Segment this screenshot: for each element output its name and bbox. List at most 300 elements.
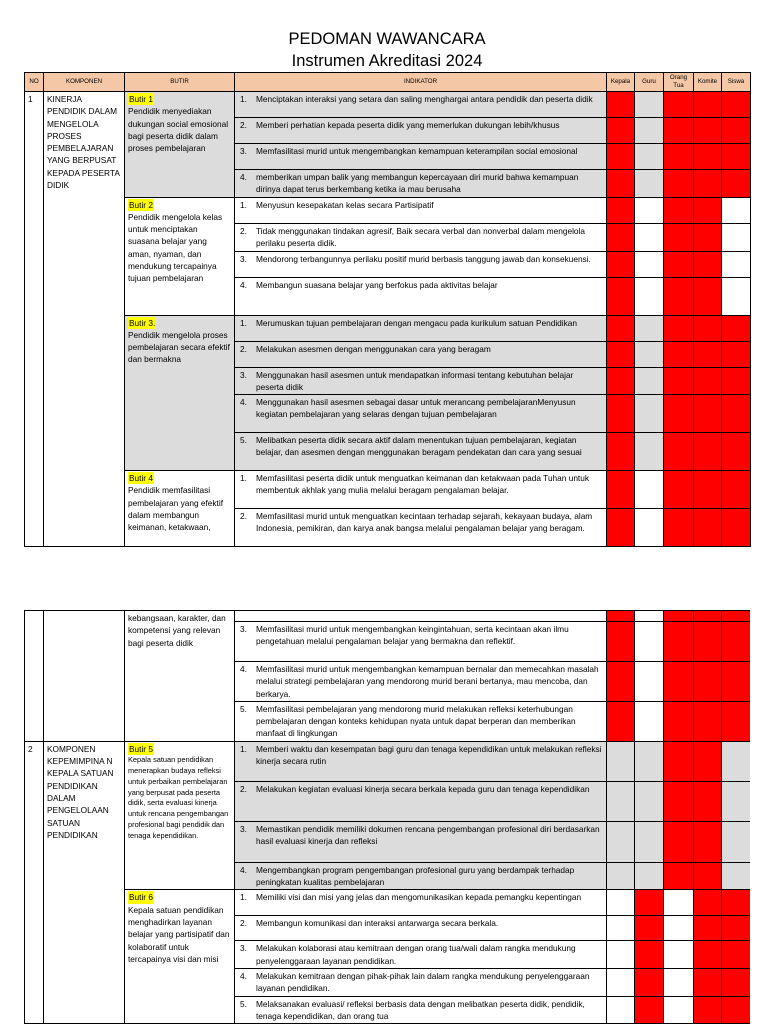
butir-cell bbox=[125, 92, 235, 198]
flag-cell-kepala bbox=[607, 471, 635, 509]
indicator-cell bbox=[235, 223, 607, 251]
butir-cell-continued bbox=[125, 611, 235, 742]
indicator-item bbox=[238, 703, 603, 740]
indicator-text: Memfasilitasi pembelajaran yang mendorong murid melakukan refleksi keterhubungan pembelajaran dengan konteks kehidupan nyata untuk dapat berperan dan memberikan manfaat di lingkungan bbox=[256, 703, 576, 739]
indicator-text: Menyusun kesepakatan kelas secara Partisipatif bbox=[256, 199, 434, 210]
butir-cell bbox=[125, 315, 235, 471]
indicator-number: 2. bbox=[240, 783, 247, 794]
indicator-text: Memberi waktu dan kesempatan bagi guru dan tenaga kependidikan untuk melakukan refleksi kinerja secara rutin bbox=[256, 743, 602, 767]
indicator-number: 4. bbox=[240, 397, 247, 408]
indicator-item bbox=[238, 171, 603, 196]
flag-cell-siswa bbox=[722, 611, 751, 622]
indicator-number: 4. bbox=[240, 664, 247, 674]
flag-cell-komite bbox=[694, 341, 722, 367]
indicator-text: Melakukan asesmen dengan menggunakan cara yang beragam bbox=[256, 343, 491, 354]
flag-cell-guru bbox=[635, 341, 664, 367]
indicator-cell bbox=[235, 741, 607, 781]
indicator-text: Memfasilitasi murid untuk menguatkan kecintaan terhadap sejarah, kekayaan budaya, alam Indonesia, pemikiran, dan karya anak bangsa melalui pengalaman belajar yang beragam. bbox=[256, 511, 593, 534]
indicator-text: Menciptakan interaksi yang setara dan saling menghargai antara pendidik dan peserta didik bbox=[256, 94, 593, 104]
flag-cell-komite bbox=[694, 223, 722, 251]
flag-cell-orang-tua bbox=[664, 821, 694, 862]
table-row bbox=[25, 92, 751, 118]
indicator-text: Mendorong terbangunnya perilaku positif murid berbasis tanggung jawab dan konsekuensi. bbox=[256, 253, 591, 264]
indicator-cell bbox=[235, 471, 607, 509]
indicator-number: 4. bbox=[240, 279, 247, 290]
flag-cell-siswa bbox=[722, 395, 751, 433]
flag-cell-komite bbox=[694, 367, 722, 395]
flag-cell-guru bbox=[635, 367, 664, 395]
flag-cell-orang-tua bbox=[664, 941, 694, 969]
indicator-text: Memiliki visi dan misi yang jelas dan mengomunikasikan kepada pemangku kepentingan bbox=[256, 892, 582, 903]
flag-cell-guru bbox=[635, 509, 664, 547]
flag-cell-komite bbox=[694, 471, 722, 509]
flag-cell-siswa bbox=[722, 118, 751, 144]
flag-cell-orang-tua bbox=[664, 611, 694, 622]
flag-cell-kepala bbox=[607, 118, 635, 144]
butir-heading: Butir 5 bbox=[129, 743, 153, 754]
komponen-name: KOMPONEN KEPEMIMPINA N KEPALA SATUAN PENDIDIKAN DALAM PENGELOLAAN SATUAN PENDIDIKAN bbox=[44, 741, 125, 1023]
indicator-item bbox=[238, 998, 603, 1023]
butir-description: Pendidik memfasilitasi pembelajaran yang efektif dalam membangun keimanan, ketakwaan, bbox=[128, 485, 224, 533]
flag-cell-kepala bbox=[607, 611, 635, 622]
header-komite: Komite bbox=[694, 73, 722, 92]
flag-cell-orang-tua bbox=[664, 509, 694, 547]
indicator-number: 4. bbox=[240, 864, 247, 875]
indicator-number: 1. bbox=[240, 199, 247, 210]
table-header-row bbox=[25, 73, 751, 92]
header-kepala: Kepala bbox=[607, 73, 635, 92]
flag-cell-guru bbox=[635, 197, 664, 223]
flag-cell-komite bbox=[694, 969, 722, 997]
indicator-item bbox=[238, 510, 603, 535]
flag-cell-siswa bbox=[722, 197, 751, 223]
butir-description: Pendidik mengelola kelas untuk menciptakan suasana belajar yang aman, nyaman, dan mendukung tercapainya tujuan pembelajaran bbox=[128, 211, 223, 284]
flag-cell-guru bbox=[635, 315, 664, 341]
indicator-cell bbox=[235, 197, 607, 223]
flag-cell-orang-tua bbox=[664, 395, 694, 433]
flag-cell-komite bbox=[694, 118, 722, 144]
indicator-text: Melaksanakan evaluasi/ refleksi berbasis data dengan melibatkan peserta didik, pendidik, tenaga kependidikan, dan orang tua bbox=[256, 998, 585, 1021]
indicator-cell bbox=[235, 170, 607, 198]
butir-heading: Butir 4 bbox=[129, 473, 153, 484]
flag-cell-orang-tua bbox=[664, 996, 694, 1024]
indicator-text: Tidak menggunakan tindakan agresif, Baik secara verbal dan nonverbal dalam mengelola perilaku peserta didik. bbox=[256, 225, 586, 248]
header-guru: Guru bbox=[635, 73, 664, 92]
flag-cell-orang-tua bbox=[664, 223, 694, 251]
butir-description: Pendidik mengelola proses pembelajaran secara efektif dan bermakna bbox=[128, 329, 230, 365]
page-gap bbox=[0, 584, 768, 604]
flag-cell-guru bbox=[635, 92, 664, 118]
flag-cell-guru bbox=[635, 662, 664, 702]
flag-cell-guru bbox=[635, 170, 664, 198]
flag-cell-kepala bbox=[607, 741, 635, 781]
flag-cell-guru bbox=[635, 941, 664, 969]
flag-cell-kepala bbox=[607, 781, 635, 821]
indicator-number: 1. bbox=[240, 892, 247, 903]
indicator-cell bbox=[235, 969, 607, 997]
indicator-cell bbox=[235, 367, 607, 395]
indicator-item bbox=[238, 743, 603, 768]
flag-cell-siswa bbox=[722, 251, 751, 277]
flag-cell-siswa bbox=[722, 916, 751, 941]
header-no: NO bbox=[25, 73, 44, 92]
indicator-number: 3. bbox=[240, 943, 247, 954]
butir-description: Pendidik menyediakan dukungan social emosional bagi peserta didik dalam proses pembelajaran bbox=[128, 106, 229, 154]
flag-cell-siswa bbox=[722, 941, 751, 969]
komponen-number-continued bbox=[25, 611, 44, 742]
indicator-cell bbox=[235, 277, 607, 315]
indicator-cell bbox=[235, 433, 607, 471]
indicator-item bbox=[238, 343, 603, 355]
flag-cell-komite bbox=[694, 821, 722, 862]
interview-table-page-1 bbox=[24, 72, 751, 547]
indicator-item bbox=[238, 93, 603, 105]
indicator-cell bbox=[235, 662, 607, 702]
indicator-item bbox=[238, 225, 603, 250]
indicator-number: 3. bbox=[240, 253, 247, 264]
flag-cell-siswa bbox=[722, 92, 751, 118]
flag-cell-komite bbox=[694, 781, 722, 821]
indicator-number: 2. bbox=[240, 511, 247, 522]
komponen-name: KINERJA PENDIDIK DALAM MENGELOLA PROSES PEMBELAJARAN YANG BERPUSAT KEPADA PESERTA DIDIK bbox=[44, 92, 125, 547]
flag-cell-siswa bbox=[722, 996, 751, 1024]
flag-cell-orang-tua bbox=[664, 367, 694, 395]
flag-cell-siswa bbox=[722, 170, 751, 198]
flag-cell-kepala bbox=[607, 941, 635, 969]
indicator-cell bbox=[235, 509, 607, 547]
indicator-text: Memberi perhatian kepada peserta didik yang memerlukan dukungan lebih/khusus bbox=[256, 120, 560, 130]
flag-cell-komite bbox=[694, 611, 722, 622]
flag-cell-kepala bbox=[607, 622, 635, 662]
indicator-item bbox=[238, 917, 603, 929]
indicator-cell bbox=[235, 781, 607, 821]
flag-cell-orang-tua bbox=[664, 862, 694, 890]
indicator-item bbox=[238, 864, 603, 889]
indicator-cell bbox=[235, 315, 607, 341]
flag-cell-orang-tua bbox=[664, 916, 694, 941]
indicator-text: Melibatkan peserta didik secara aktif dalam menentukan tujuan pembelajaran, kegiatan belajar, dan asesmen dengan menggunakan beragam pendekatan dan cara yang sesuai bbox=[256, 435, 582, 458]
indicator-text: Menggunakan hasil asesmen untuk mendapatkan informasi tentang kebutuhan belajar peserta didik bbox=[256, 369, 574, 392]
table-row bbox=[25, 315, 751, 341]
document-subtitle: Instrumen Akreditasi 2024 bbox=[291, 52, 483, 70]
flag-cell-kepala bbox=[607, 662, 635, 702]
indicator-cell bbox=[235, 821, 607, 862]
butir-heading: Butir 2 bbox=[129, 199, 153, 210]
flag-cell-guru bbox=[635, 395, 664, 433]
indicator-item bbox=[238, 317, 603, 329]
flag-cell-orang-tua bbox=[664, 701, 694, 741]
flag-cell-kepala bbox=[607, 315, 635, 341]
flag-cell-kepala bbox=[607, 277, 635, 315]
indicator-item bbox=[238, 823, 603, 848]
komponen-number: 1 bbox=[25, 92, 44, 547]
indicator-number: 3. bbox=[240, 823, 247, 834]
flag-cell-guru bbox=[635, 611, 664, 622]
flag-cell-kepala bbox=[607, 433, 635, 471]
indicator-cell bbox=[235, 996, 607, 1024]
flag-cell-kepala bbox=[607, 341, 635, 367]
butir-heading: Butir 3. bbox=[129, 317, 156, 328]
flag-cell-kepala bbox=[607, 969, 635, 997]
flag-cell-komite bbox=[694, 662, 722, 702]
flag-cell-kepala bbox=[607, 223, 635, 251]
flag-cell-guru bbox=[635, 701, 664, 741]
flag-cell-orang-tua bbox=[664, 433, 694, 471]
flag-cell-siswa bbox=[722, 622, 751, 662]
flag-cell-orang-tua bbox=[664, 315, 694, 341]
flag-cell-guru bbox=[635, 433, 664, 471]
indicator-item bbox=[238, 369, 603, 394]
indicator-item bbox=[238, 434, 603, 459]
flag-cell-orang-tua bbox=[664, 251, 694, 277]
indicator-number: 1. bbox=[240, 743, 247, 754]
flag-cell-kepala bbox=[607, 251, 635, 277]
indicator-number: 4. bbox=[240, 971, 247, 982]
indicator-cell bbox=[235, 941, 607, 969]
flag-cell-kepala bbox=[607, 170, 635, 198]
butir-description: kebangsaan, karakter, dan kompetensi yang relevan bagi peserta didik bbox=[128, 613, 226, 648]
flag-cell-orang-tua bbox=[664, 92, 694, 118]
header-indikator: INDIKATOR bbox=[235, 73, 607, 92]
flag-cell-siswa bbox=[722, 315, 751, 341]
flag-cell-komite bbox=[694, 395, 722, 433]
flag-cell-komite bbox=[694, 170, 722, 198]
flag-cell-siswa bbox=[722, 433, 751, 471]
flag-cell-komite bbox=[694, 941, 722, 969]
flag-cell-siswa bbox=[722, 144, 751, 170]
flag-cell-siswa bbox=[722, 821, 751, 862]
flag-cell-guru bbox=[635, 251, 664, 277]
butir-cell bbox=[125, 197, 235, 315]
flag-cell-orang-tua bbox=[664, 969, 694, 997]
indicator-number: 1. bbox=[240, 94, 247, 104]
flag-cell-guru bbox=[635, 969, 664, 997]
flag-cell-komite bbox=[694, 277, 722, 315]
header-butir: BUTIR bbox=[125, 73, 235, 92]
flag-cell-kepala bbox=[607, 862, 635, 890]
indicator-cell bbox=[235, 144, 607, 170]
flag-cell-siswa bbox=[722, 341, 751, 367]
butir-description: Kepala satuan pendidikan menghadirkan layanan belajar yang partisipatif dan kolaboratif untuk tercapainya visi dan misi bbox=[128, 904, 230, 964]
table-row bbox=[25, 890, 751, 916]
indicator-text: Memfasilitasi murid untuk mengembangkan keingintahuan, serta kecintaan akan ilmu pengetahuan melalui pengalaman belajar yang bermakna dan reflektif. bbox=[256, 624, 569, 647]
flag-cell-orang-tua bbox=[664, 277, 694, 315]
flag-cell-orang-tua bbox=[664, 144, 694, 170]
title-block bbox=[24, 0, 750, 72]
flag-cell-orang-tua bbox=[664, 471, 694, 509]
table-row bbox=[25, 197, 751, 223]
flag-cell-kepala bbox=[607, 367, 635, 395]
document-page-2 bbox=[24, 610, 750, 1024]
indicator-number: 2. bbox=[240, 225, 247, 236]
indicator-text: Merumuskan tujuan pembelajaran dengan mengacu pada kurikulum satuan Pendidikan bbox=[256, 317, 578, 328]
table-row bbox=[25, 471, 751, 509]
butir-heading: Butir 1 bbox=[129, 94, 153, 104]
indicator-number: 4. bbox=[240, 172, 247, 182]
header-orang-tua: Orang Tua bbox=[664, 73, 694, 92]
flag-cell-kepala bbox=[607, 197, 635, 223]
flag-cell-guru bbox=[635, 118, 664, 144]
indicator-item bbox=[238, 663, 603, 700]
flag-cell-guru bbox=[635, 471, 664, 509]
indicator-cell bbox=[235, 890, 607, 916]
indicator-item bbox=[238, 199, 603, 211]
flag-cell-guru bbox=[635, 890, 664, 916]
flag-cell-siswa bbox=[722, 969, 751, 997]
flag-cell-guru bbox=[635, 916, 664, 941]
indicator-item bbox=[238, 891, 603, 903]
indicator-text: Melakukan kolaborasi atau kemitraan dengan orang tua/wali dalam rangka mendukung penyelenggaraan layanan pendidikan. bbox=[256, 943, 576, 966]
flag-cell-komite bbox=[694, 197, 722, 223]
indicator-number: 3. bbox=[240, 369, 247, 380]
indicator-cell bbox=[235, 701, 607, 741]
flag-cell-orang-tua bbox=[664, 741, 694, 781]
flag-cell-siswa bbox=[722, 277, 751, 315]
document-title: PEDOMAN WAWANCARA bbox=[288, 30, 486, 48]
indicator-cell bbox=[235, 916, 607, 941]
table-row bbox=[25, 741, 751, 781]
butir-heading: Butir 6 bbox=[129, 892, 153, 903]
indicator-text: Melakukan kegiatan evaluasi kinerja secara berkala kepada guru dan tenaga kependidikan bbox=[256, 783, 590, 794]
indicator-item bbox=[238, 783, 603, 795]
flag-cell-siswa bbox=[722, 862, 751, 890]
flag-cell-guru bbox=[635, 781, 664, 821]
indicator-text: memberikan umpan balik yang membangun kepercayaan diri murid bahwa kemampuan dirinya dapat terus berkembang ketika ia mau berusaha bbox=[256, 172, 579, 195]
indicator-cell bbox=[235, 92, 607, 118]
indicator-number: 5. bbox=[240, 998, 247, 1009]
indicator-number: 5. bbox=[240, 435, 247, 446]
flag-cell-kepala bbox=[607, 92, 635, 118]
indicator-text: Menggunakan hasil asesmen sebagai dasar untuk merancang pembelajaranMenyusun kegiatan pembelajaran yang selaras dengan tujuan pembelajaran bbox=[256, 397, 576, 420]
flag-cell-guru bbox=[635, 622, 664, 662]
flag-cell-komite bbox=[694, 509, 722, 547]
indicator-cell bbox=[235, 622, 607, 662]
butir-description: Kepala satuan pendidikan menerapkan budaya refleksi untuk perbaikan pembelajaran yang berpusat pada peserta didik, serta evaluasi kinerja untuk rencana pengembangan profesional bagi pendidik dan tenaga kependidikan. bbox=[128, 755, 229, 840]
document-page-1 bbox=[24, 0, 750, 560]
indicator-number: 2. bbox=[240, 120, 247, 130]
indicator-item bbox=[238, 396, 603, 421]
header-komponen: KOMPONEN bbox=[44, 73, 125, 92]
flag-cell-kepala bbox=[607, 395, 635, 433]
flag-cell-siswa bbox=[722, 701, 751, 741]
flag-cell-guru bbox=[635, 996, 664, 1024]
flag-cell-siswa bbox=[722, 471, 751, 509]
flag-cell-kepala bbox=[607, 890, 635, 916]
flag-cell-orang-tua bbox=[664, 781, 694, 821]
butir-cell bbox=[125, 741, 235, 890]
flag-cell-komite bbox=[694, 315, 722, 341]
interview-table-page-2 bbox=[24, 610, 750, 1024]
flag-cell-komite bbox=[694, 996, 722, 1024]
flag-cell-guru bbox=[635, 741, 664, 781]
indicator-item bbox=[238, 623, 603, 648]
flag-cell-guru bbox=[635, 277, 664, 315]
butir-cell bbox=[125, 471, 235, 547]
komponen-number: 2 bbox=[25, 741, 44, 1023]
flag-cell-komite bbox=[694, 144, 722, 170]
indicator-text: Memfasilitasi murid untuk mengembangkan kemampuan bernalar dan memecahkan masalah melalui strategi pembelajaran yang mendorong murid berani bertanya, mau mencoba, dan berkarya. bbox=[256, 664, 599, 699]
flag-cell-komite bbox=[694, 433, 722, 471]
indicator-item bbox=[238, 279, 603, 291]
flag-cell-siswa bbox=[722, 367, 751, 395]
indicator-text: Mengembangkan program pengembangan profesional guru yang berdampak terhadap peningkatan kualitas pembelajaran bbox=[256, 864, 575, 888]
indicator-cell bbox=[235, 862, 607, 890]
flag-cell-orang-tua bbox=[664, 662, 694, 702]
indicator-item bbox=[238, 119, 603, 131]
flag-cell-komite bbox=[694, 741, 722, 781]
flag-cell-guru bbox=[635, 821, 664, 862]
flag-cell-orang-tua bbox=[664, 341, 694, 367]
indicator-item bbox=[238, 970, 603, 995]
indicator-number: 5. bbox=[240, 703, 247, 714]
indicator-cell bbox=[235, 118, 607, 144]
header-siswa: Siswa bbox=[722, 73, 751, 92]
indicator-text: Membangun suasana belajar yang berfokus pada aktivitas belajar bbox=[256, 279, 498, 290]
indicator-text: Memastikan pendidik memiliki dokumen rencana pengembangan profesional diri berdasarkan hasil evaluasi kinerja dan refleksi bbox=[256, 823, 600, 847]
indicator-cell bbox=[235, 341, 607, 367]
flag-cell-kepala bbox=[607, 916, 635, 941]
flag-cell-komite bbox=[694, 890, 722, 916]
indicator-text: Memfasilitasi peserta didik untuk menguatkan keimanan dan ketakwaan pada Tuhan untuk membentuk akhlak yang mulia melalui beragam pengalaman belajar. bbox=[256, 473, 590, 496]
flag-cell-komite bbox=[694, 701, 722, 741]
indicator-cell bbox=[235, 611, 607, 622]
flag-cell-kepala bbox=[607, 701, 635, 741]
flag-cell-siswa bbox=[722, 741, 751, 781]
flag-cell-siswa bbox=[722, 662, 751, 702]
flag-cell-kepala bbox=[607, 144, 635, 170]
flag-cell-siswa bbox=[722, 509, 751, 547]
flag-cell-kepala bbox=[607, 996, 635, 1024]
komponen-name-continued bbox=[44, 611, 125, 742]
flag-cell-orang-tua bbox=[664, 118, 694, 144]
indicator-number: 1. bbox=[240, 317, 247, 328]
indicator-number: 1. bbox=[240, 473, 247, 484]
flag-cell-komite bbox=[694, 916, 722, 941]
table-row bbox=[25, 611, 751, 622]
flag-cell-orang-tua bbox=[664, 197, 694, 223]
butir-cell bbox=[125, 890, 235, 1024]
flag-cell-siswa bbox=[722, 781, 751, 821]
indicator-text: Memfasilitasi murid untuk mengembangkan kemampuan keterampilan social emosional bbox=[256, 146, 578, 156]
indicator-item bbox=[238, 472, 603, 497]
indicator-item bbox=[238, 145, 603, 157]
flag-cell-komite bbox=[694, 862, 722, 890]
indicator-item bbox=[238, 253, 603, 265]
flag-cell-orang-tua bbox=[664, 890, 694, 916]
flag-cell-kepala bbox=[607, 821, 635, 862]
flag-cell-guru bbox=[635, 862, 664, 890]
indicator-number: 3. bbox=[240, 146, 247, 156]
indicator-cell bbox=[235, 251, 607, 277]
indicator-cell bbox=[235, 395, 607, 433]
flag-cell-orang-tua bbox=[664, 170, 694, 198]
flag-cell-guru bbox=[635, 144, 664, 170]
indicator-number: 2. bbox=[240, 918, 247, 929]
flag-cell-komite bbox=[694, 622, 722, 662]
flag-cell-guru bbox=[635, 223, 664, 251]
indicator-text: Melakukan kemitraan dengan pihak-pihak lain dalam rangka mendukung penyelenggaraan layanan pendidikan. bbox=[256, 971, 590, 994]
flag-cell-kepala bbox=[607, 509, 635, 547]
flag-cell-orang-tua bbox=[664, 622, 694, 662]
flag-cell-siswa bbox=[722, 223, 751, 251]
flag-cell-komite bbox=[694, 92, 722, 118]
indicator-text: Membangun komunikasi dan interaksi antarwarga secara berkala. bbox=[256, 918, 499, 929]
flag-cell-komite bbox=[694, 251, 722, 277]
indicator-item bbox=[238, 942, 603, 967]
indicator-number: 2. bbox=[240, 343, 247, 354]
flag-cell-siswa bbox=[722, 890, 751, 916]
indicator-number: 3. bbox=[240, 624, 247, 634]
